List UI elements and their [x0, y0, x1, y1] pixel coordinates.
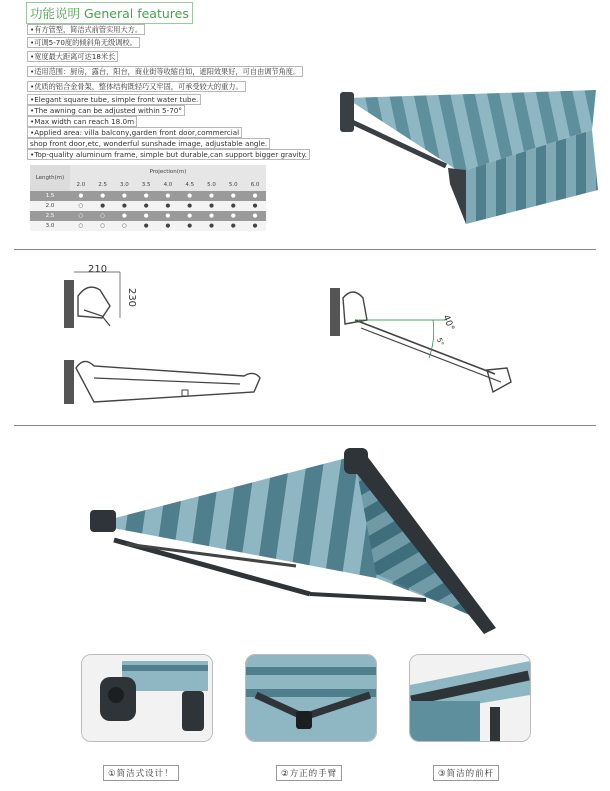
- awning-large-image: [86, 444, 506, 640]
- spec-cell: ●: [100, 203, 106, 209]
- spec-cell: ●: [252, 223, 258, 229]
- spec-col: 4.0: [163, 182, 173, 189]
- spec-cell: ●: [252, 193, 258, 199]
- spec-length: 3.0: [45, 223, 55, 229]
- spec-cell: ●: [165, 203, 171, 209]
- spec-cell: ○: [78, 203, 84, 209]
- height-dimension-label: 230: [126, 287, 138, 308]
- spec-length: 2.5: [45, 213, 55, 219]
- feature-line-4: •适用范围：厨房，露台，阳台，商业街等收缩自如，遮阳效果好，可自由调节角度。: [27, 66, 303, 77]
- feature-line-7: •The awning can be adjusted within 5-70°: [27, 105, 185, 116]
- spec-col: 5.0: [207, 182, 216, 189]
- angle-label-40: 40°: [440, 313, 456, 333]
- feature-line-10: shop front door,etc, wonderful sunshade image, adjustable angle.: [27, 138, 270, 149]
- spec-col: 2.0: [76, 182, 86, 189]
- spec-cell: ●: [78, 193, 84, 199]
- angle-diagram-right: [325, 282, 525, 412]
- feature-line-11: •Top-quality aluminum frame, simple but durable,can support bigger gravity.: [27, 149, 310, 160]
- table-row: [30, 201, 266, 211]
- spec-cell: ●: [187, 223, 193, 229]
- thumbnail-arm: [245, 654, 377, 742]
- spec-cell: ●: [209, 193, 214, 199]
- caption-arm: ②方正的手臂: [276, 765, 342, 781]
- feature-line-2: •可调5-70度的倾斜角无级调校。: [27, 37, 140, 48]
- spec-cell: ○: [100, 223, 106, 229]
- spec-cell: ●: [230, 213, 236, 219]
- feature-line-9: •Applied area: villa balcony,garden front door,commercial: [27, 127, 242, 138]
- spec-col: 3.5: [141, 182, 151, 189]
- angle-label-5: 5°: [434, 336, 446, 348]
- spec-row-header: Length(m): [30, 165, 70, 191]
- spec-cell: ○: [78, 223, 84, 229]
- table-row: [30, 221, 266, 231]
- spec-cell: ●: [122, 203, 127, 209]
- spec-cell: ○: [100, 213, 106, 219]
- feature-line-8: •Max width can reach 18.0m: [27, 116, 137, 127]
- spec-col: 4.5: [185, 182, 195, 189]
- spec-length: 1.5: [45, 193, 55, 199]
- spec-col: 3.0: [120, 182, 129, 189]
- spec-col: 2.5: [98, 182, 108, 189]
- divider: [14, 425, 596, 426]
- spec-cell: ●: [187, 203, 193, 209]
- spec-cell: ●: [143, 203, 149, 209]
- spec-cell: ●: [230, 193, 236, 199]
- spec-cell: ○: [122, 223, 127, 229]
- caption-design: ①简洁式设计！: [103, 765, 179, 781]
- feature-line-1: •有方管型，简洁式前管实用大方。: [27, 24, 145, 35]
- spec-cell: ●: [209, 213, 214, 219]
- spec-cell: ●: [165, 223, 171, 229]
- spec-cell: ●: [209, 203, 214, 209]
- thumbnail-design: [81, 654, 213, 742]
- page-title: 功能说明 General features: [26, 2, 193, 24]
- spec-cell: ●: [165, 193, 171, 199]
- caption-front-bar: ③简洁的前杆: [433, 765, 499, 781]
- spec-cell: ●: [252, 203, 258, 209]
- spec-cell: ●: [122, 193, 127, 199]
- spec-col: 5.0: [228, 182, 238, 189]
- table-row: [30, 191, 266, 201]
- width-dimension-label: 210: [88, 264, 108, 275]
- spec-cell: ●: [230, 223, 236, 229]
- spec-table: [30, 165, 266, 231]
- feature-line-5: •优质的铝合金骨架，整体结构既轻巧又牢固，可承受较大的重力。: [27, 81, 246, 92]
- table-row: [30, 211, 266, 221]
- spec-cell: ○: [78, 213, 84, 219]
- spec-cell: ●: [122, 213, 127, 219]
- feature-line-6: •Elegant square tube, simple front water tube.: [27, 94, 201, 105]
- spec-col: 6.0: [250, 182, 260, 189]
- spec-cell: ●: [165, 213, 171, 219]
- spec-cell: ●: [143, 193, 149, 199]
- spec-length: 2.0: [45, 203, 55, 209]
- awning-product-image: [326, 86, 602, 226]
- spec-cell: ●: [143, 213, 149, 219]
- spec-col-header: Projection(m): [149, 169, 187, 176]
- thumbnail-front-bar: [409, 654, 531, 742]
- divider: [14, 249, 596, 250]
- spec-cell: ●: [252, 213, 258, 219]
- spec-cell: ●: [143, 223, 149, 229]
- dimension-diagram-left: [60, 262, 280, 412]
- spec-cell: ●: [230, 203, 236, 209]
- spec-cell: ●: [100, 193, 106, 199]
- spec-cell: ●: [209, 223, 214, 229]
- spec-cell: ●: [187, 193, 193, 199]
- feature-line-3: •宽度最大距离可达18米长: [27, 51, 118, 62]
- spec-cell: ●: [187, 213, 193, 219]
